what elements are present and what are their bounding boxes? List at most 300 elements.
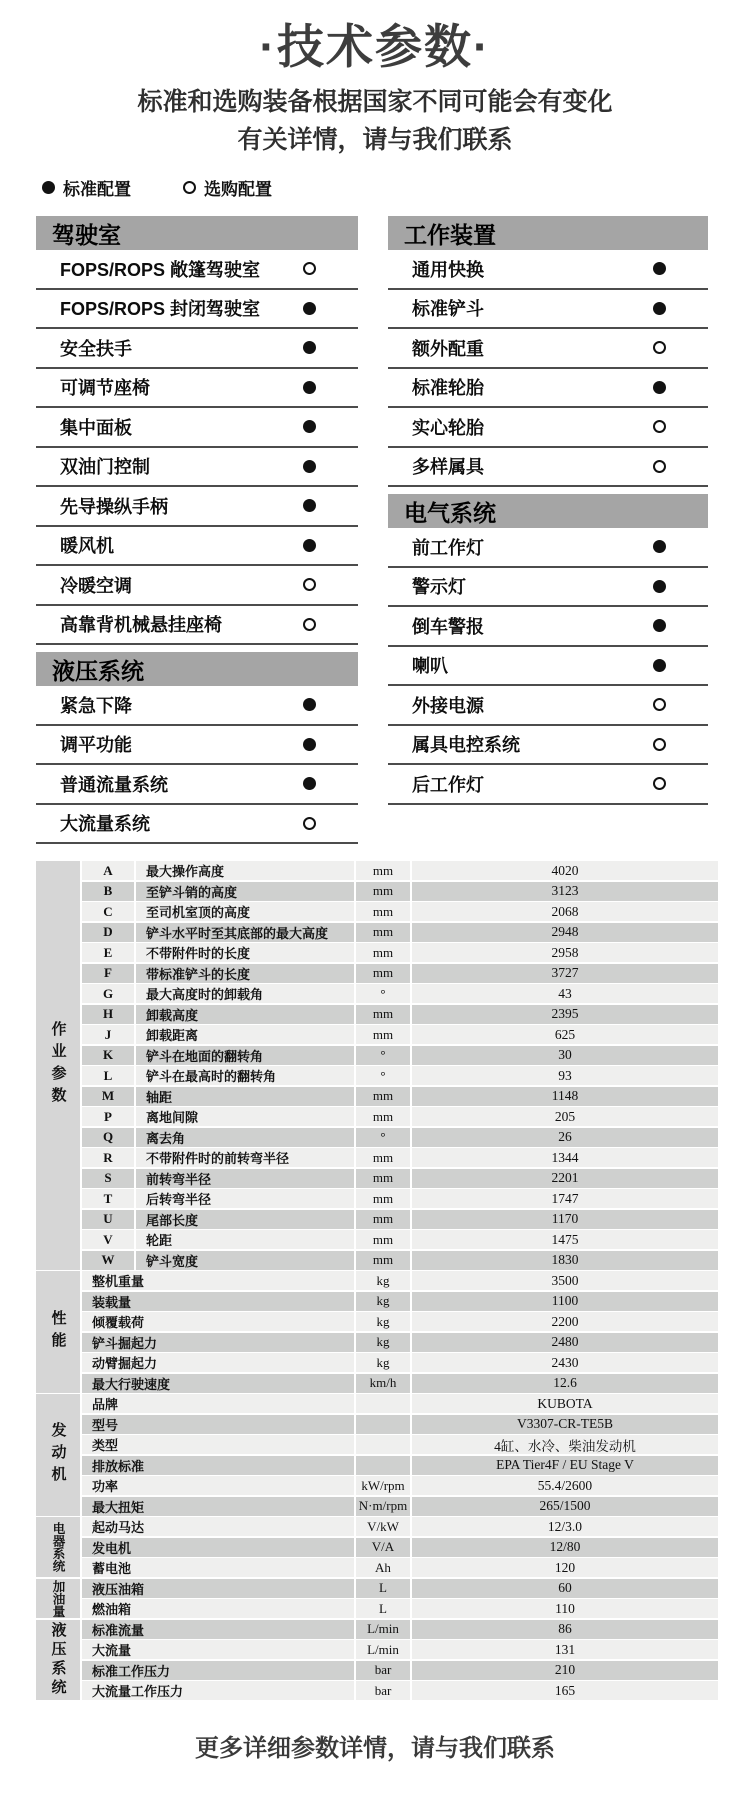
spec-label: 整机重量 xyxy=(82,1271,354,1290)
optional-config-dot-icon xyxy=(653,420,666,433)
spec-value: 30 xyxy=(412,1046,718,1065)
optional-config-dot-icon xyxy=(653,341,666,354)
spec-unit: N·m/rpm xyxy=(356,1497,410,1516)
spec-value: 3500 xyxy=(412,1271,718,1290)
spec-value: 12.6 xyxy=(412,1374,718,1393)
spec-unit: kW/rpm xyxy=(356,1476,410,1495)
spec-table-row xyxy=(82,1661,718,1680)
spec-unit: V/A xyxy=(356,1538,410,1557)
spec-table-group xyxy=(36,1394,718,1516)
spec-label: 大流量工作压力 xyxy=(82,1681,354,1700)
equipment-item-label: 属具电控系统 xyxy=(412,735,520,756)
spec-key: P xyxy=(82,1107,134,1126)
spec-table-row xyxy=(82,1538,718,1557)
spec-label: 标准流量 xyxy=(82,1620,354,1639)
spec-unit: L xyxy=(356,1599,410,1618)
spec-label: 起动马达 xyxy=(82,1517,354,1536)
standard-config-dot-icon xyxy=(303,341,316,354)
spec-unit: kg xyxy=(356,1271,410,1290)
spec-label: 轮距 xyxy=(136,1230,354,1249)
spec-group-label: 电器系统 xyxy=(51,1522,65,1573)
spec-value: EPA Tier4F / EU Stage V xyxy=(412,1456,718,1475)
spec-label: 装载量 xyxy=(82,1292,354,1311)
equipment-item-label: 警示灯 xyxy=(412,577,466,598)
spec-key: C xyxy=(82,902,134,921)
equipment-item-label: 标准轮胎 xyxy=(412,378,484,399)
spec-label: 大流量 xyxy=(82,1640,354,1659)
standard-config-dot-icon xyxy=(303,460,316,473)
spec-key: J xyxy=(82,1025,134,1044)
spec-unit xyxy=(356,1435,410,1454)
equipment-columns xyxy=(36,216,750,851)
spec-label: 后转弯半径 xyxy=(136,1189,354,1208)
spec-unit: kg xyxy=(356,1312,410,1331)
spec-unit: bar xyxy=(356,1681,410,1700)
equipment-item-label: 通用快换 xyxy=(412,259,484,280)
spec-table-row xyxy=(82,1046,718,1065)
spec-label: 铲斗在最高时的翻转角 xyxy=(136,1066,354,1085)
spec-value: 165 xyxy=(412,1681,718,1700)
equipment-item-label: 喇叭 xyxy=(412,656,448,677)
spec-unit xyxy=(356,1394,410,1413)
spec-label: 燃油箱 xyxy=(82,1599,354,1618)
equipment-item-label: 集中面板 xyxy=(60,417,132,438)
spec-value: 60 xyxy=(412,1579,718,1598)
spec-key: K xyxy=(82,1046,134,1065)
equipment-item xyxy=(36,805,358,845)
equipment-item xyxy=(388,568,708,608)
spec-group-label: 液压系统 xyxy=(49,1621,66,1698)
spec-label: 功率 xyxy=(82,1476,354,1495)
spec-group-rows xyxy=(82,1394,718,1516)
standard-config-dot-icon xyxy=(653,659,666,672)
equipment-item xyxy=(36,527,358,567)
spec-value: 4020 xyxy=(412,861,718,880)
spec-table-row xyxy=(82,1210,718,1229)
spec-group-rows xyxy=(82,1271,718,1393)
spec-table-row xyxy=(82,1087,718,1106)
legend-optional xyxy=(183,175,272,200)
spec-label: 液压油箱 xyxy=(82,1579,354,1598)
spec-table-row xyxy=(82,943,718,962)
equipment-item-label: 调平功能 xyxy=(60,735,132,756)
spec-label: 离去角 xyxy=(136,1128,354,1147)
equipment-left-column xyxy=(36,216,358,851)
equipment-item-label: 先导操纵手柄 xyxy=(60,496,168,517)
spec-unit: mm xyxy=(356,1169,410,1188)
equipment-item-label: 额外配重 xyxy=(412,338,484,359)
spec-key: S xyxy=(82,1169,134,1188)
equipment-item xyxy=(388,290,708,330)
spec-group-rows xyxy=(82,861,718,1270)
equipment-item-label: 实心轮胎 xyxy=(412,417,484,438)
equipment-item xyxy=(388,408,708,448)
standard-config-dot-icon xyxy=(303,777,316,790)
spec-group-rows xyxy=(82,1620,718,1701)
spec-unit: mm xyxy=(356,902,410,921)
standard-config-dot-icon xyxy=(653,262,666,275)
standard-config-dot-icon xyxy=(303,698,316,711)
spec-table-row xyxy=(82,1517,718,1536)
spec-key: F xyxy=(82,964,134,983)
spec-table-row xyxy=(82,1640,718,1659)
spec-key: W xyxy=(82,1251,134,1270)
spec-key: D xyxy=(82,923,134,942)
equipment-item-label: 标准铲斗 xyxy=(412,299,484,320)
optional-config-dot-icon xyxy=(303,618,316,631)
spec-unit: V/kW xyxy=(356,1517,410,1536)
spec-value: 2068 xyxy=(412,902,718,921)
equipment-item xyxy=(388,726,708,766)
standard-config-dot-icon xyxy=(303,420,316,433)
spec-table-row xyxy=(82,984,718,1003)
spec-table-row xyxy=(82,1681,718,1700)
spec-label: 不带附件时的前转弯半径 xyxy=(136,1148,354,1167)
equipment-item xyxy=(36,487,358,527)
spec-table-row xyxy=(82,1599,718,1618)
spec-unit: mm xyxy=(356,1025,410,1044)
spec-group-label: 发动机 xyxy=(49,1421,66,1488)
equipment-item-label: FOPS/ROPS 封闭驾驶室 xyxy=(60,299,261,320)
spec-value: 2201 xyxy=(412,1169,718,1188)
spec-value: 120 xyxy=(412,1558,718,1577)
spec-value: 93 xyxy=(412,1066,718,1085)
equipment-item-label: 安全扶手 xyxy=(60,338,132,359)
spec-value: 4缸、水冷、柴油发动机 xyxy=(412,1435,718,1454)
spec-label: 前转弯半径 xyxy=(136,1169,354,1188)
equipment-item xyxy=(36,566,358,606)
spec-table-row xyxy=(82,1005,718,1024)
spec-label: 最大操作高度 xyxy=(136,861,354,880)
spec-key: M xyxy=(82,1087,134,1106)
spec-key: G xyxy=(82,984,134,1003)
spec-key: Q xyxy=(82,1128,134,1147)
spec-unit: mm xyxy=(356,1107,410,1126)
spec-label: 类型 xyxy=(82,1435,354,1454)
spec-value: 2395 xyxy=(412,1005,718,1024)
spec-table-row xyxy=(82,1107,718,1126)
equipment-item-label: 外接电源 xyxy=(412,695,484,716)
spec-label: 最大行驶速度 xyxy=(82,1374,354,1393)
spec-group-label-cell xyxy=(36,1517,80,1577)
spec-unit: mm xyxy=(356,1230,410,1249)
spec-table-row xyxy=(82,1579,718,1598)
spec-group-rows xyxy=(82,1579,718,1619)
spec-table-row xyxy=(82,1476,718,1495)
spec-value: V3307-CR-TE5B xyxy=(412,1415,718,1434)
legend-optional-label: 选购配置 xyxy=(204,180,272,200)
spec-table-row xyxy=(82,1620,718,1639)
spec-key: U xyxy=(82,1210,134,1229)
spec-unit: mm xyxy=(356,1251,410,1270)
spec-value: 110 xyxy=(412,1599,718,1618)
spec-unit: L/min xyxy=(356,1640,410,1659)
spec-label: 至铲斗销的高度 xyxy=(136,882,354,901)
spec-value: 2200 xyxy=(412,1312,718,1331)
standard-config-dot-icon xyxy=(653,619,666,632)
spec-value: 86 xyxy=(412,1620,718,1639)
optional-config-dot-icon xyxy=(303,578,316,591)
spec-value: 2958 xyxy=(412,943,718,962)
spec-label: 蓄电池 xyxy=(82,1558,354,1577)
equipment-section xyxy=(36,216,358,645)
standard-config-dot-icon xyxy=(303,302,316,315)
config-legend xyxy=(42,175,750,200)
spec-table-row xyxy=(82,1292,718,1311)
spec-key: T xyxy=(82,1189,134,1208)
spec-unit: ° xyxy=(356,984,410,1003)
spec-label: 铲斗掘起力 xyxy=(82,1333,354,1352)
spec-table-group xyxy=(36,1271,718,1393)
equipment-item-label: 双油门控制 xyxy=(60,457,150,478)
spec-group-rows xyxy=(82,1517,718,1577)
page-title: ·技术参数· xyxy=(259,20,491,73)
spec-table-row xyxy=(82,1394,718,1413)
spec-unit: mm xyxy=(356,943,410,962)
spec-unit: mm xyxy=(356,1189,410,1208)
spec-label: 发电机 xyxy=(82,1538,354,1557)
spec-unit: mm xyxy=(356,1005,410,1024)
spec-value: 625 xyxy=(412,1025,718,1044)
equipment-item xyxy=(36,686,358,726)
standard-config-dot-icon xyxy=(653,540,666,553)
equipment-item-label: 高靠背机械悬挂座椅 xyxy=(60,615,222,636)
spec-label: 离地间隙 xyxy=(136,1107,354,1126)
spec-label: 卸载距离 xyxy=(136,1025,354,1044)
spec-unit: ° xyxy=(356,1066,410,1085)
spec-value: 1747 xyxy=(412,1189,718,1208)
spec-unit: mm xyxy=(356,1148,410,1167)
spec-table-row xyxy=(82,1333,718,1352)
spec-key: B xyxy=(82,882,134,901)
spec-label: 轴距 xyxy=(136,1087,354,1106)
standard-config-dot-icon xyxy=(303,381,316,394)
spec-unit: mm xyxy=(356,1210,410,1229)
spec-label: 倾覆载荷 xyxy=(82,1312,354,1331)
spec-table-group xyxy=(36,1620,718,1701)
optional-config-dot-icon xyxy=(653,738,666,751)
spec-table-row xyxy=(82,1148,718,1167)
spec-unit: mm xyxy=(356,861,410,880)
spec-table-group xyxy=(36,1517,718,1577)
spec-value: 265/1500 xyxy=(412,1497,718,1516)
spec-value: 2948 xyxy=(412,923,718,942)
spec-table-row xyxy=(82,1312,718,1331)
spec-table-row xyxy=(82,1374,718,1393)
equipment-item-label: 可调节座椅 xyxy=(60,378,150,399)
spec-table-row xyxy=(82,1025,718,1044)
equipment-item xyxy=(36,606,358,646)
spec-label: 动臂掘起力 xyxy=(82,1353,354,1372)
equipment-item xyxy=(388,329,708,369)
spec-unit: ° xyxy=(356,1128,410,1147)
spec-value: 2480 xyxy=(412,1333,718,1352)
equipment-item-label: 多样属具 xyxy=(412,457,484,478)
spec-table-row xyxy=(82,1558,718,1577)
spec-table-row xyxy=(82,923,718,942)
spec-unit: ° xyxy=(356,1046,410,1065)
spec-value: 1170 xyxy=(412,1210,718,1229)
spec-value: 1830 xyxy=(412,1251,718,1270)
standard-config-dot-icon xyxy=(303,738,316,751)
spec-table-row xyxy=(82,1128,718,1147)
spec-group-label: 性能 xyxy=(49,1309,66,1354)
spec-value: 12/80 xyxy=(412,1538,718,1557)
spec-value: 3727 xyxy=(412,964,718,983)
equipment-item xyxy=(388,528,708,568)
equipment-item xyxy=(388,647,708,687)
equipment-section-header: 工作装置 xyxy=(388,216,708,250)
spec-key: H xyxy=(82,1005,134,1024)
equipment-item-label: 冷暖空调 xyxy=(60,575,132,596)
spec-unit: mm xyxy=(356,923,410,942)
equipment-section-header: 电气系统 xyxy=(388,494,708,528)
spec-value: 2430 xyxy=(412,1353,718,1372)
spec-label: 型号 xyxy=(82,1415,354,1434)
equipment-item xyxy=(36,765,358,805)
spec-label: 最大高度时的卸载角 xyxy=(136,984,354,1003)
equipment-section-header: 驾驶室 xyxy=(36,216,358,250)
spec-group-label: 加油量 xyxy=(51,1579,65,1618)
spec-table-row xyxy=(82,964,718,983)
optional-config-dot-icon xyxy=(303,817,316,830)
equipment-item xyxy=(388,686,708,726)
spec-value: 3123 xyxy=(412,882,718,901)
equipment-item-label: 后工作灯 xyxy=(412,774,484,795)
spec-unit: km/h xyxy=(356,1374,410,1393)
spec-value: 1475 xyxy=(412,1230,718,1249)
equipment-section-header: 液压系统 xyxy=(36,652,358,686)
spec-table-row xyxy=(82,861,718,880)
spec-label: 卸载高度 xyxy=(136,1005,354,1024)
spec-table-row xyxy=(82,1169,718,1188)
equipment-item-label: 大流量系统 xyxy=(60,814,150,835)
optional-config-dot-icon xyxy=(653,777,666,790)
equipment-item xyxy=(36,250,358,290)
spec-key: E xyxy=(82,943,134,962)
standard-config-dot-icon xyxy=(42,181,55,194)
spec-value: 210 xyxy=(412,1661,718,1680)
equipment-item xyxy=(36,290,358,330)
spec-value: 55.4/2600 xyxy=(412,1476,718,1495)
equipment-item xyxy=(36,369,358,409)
spec-label: 铲斗宽度 xyxy=(136,1251,354,1270)
spec-unit: Ah xyxy=(356,1558,410,1577)
spec-table-row xyxy=(82,1230,718,1249)
standard-config-dot-icon xyxy=(653,302,666,315)
spec-label: 标准工作压力 xyxy=(82,1661,354,1680)
legend-standard xyxy=(42,175,131,200)
optional-config-dot-icon xyxy=(653,698,666,711)
spec-unit: mm xyxy=(356,1087,410,1106)
spec-unit: L xyxy=(356,1579,410,1598)
equipment-item xyxy=(36,726,358,766)
spec-label: 品牌 xyxy=(82,1394,354,1413)
standard-config-dot-icon xyxy=(303,539,316,552)
subtitle-line-1: 标准和选购装备根据国家不同可能会有变化 xyxy=(137,88,613,117)
equipment-item xyxy=(36,329,358,369)
spec-unit: kg xyxy=(356,1292,410,1311)
spec-table-row xyxy=(82,1189,718,1208)
spec-label: 不带附件时的长度 xyxy=(136,943,354,962)
equipment-item xyxy=(36,408,358,448)
spec-table-row xyxy=(82,902,718,921)
spec-value: 131 xyxy=(412,1640,718,1659)
spec-unit: L/min xyxy=(356,1620,410,1639)
spec-value: 12/3.0 xyxy=(412,1517,718,1536)
spec-value: KUBOTA xyxy=(412,1394,718,1413)
equipment-right-column xyxy=(388,216,708,851)
spec-label: 铲斗水平时至其底部的最大高度 xyxy=(136,923,354,942)
spec-table-group xyxy=(36,861,718,1270)
spec-group-label-cell xyxy=(36,1394,80,1516)
spec-table-row xyxy=(82,1066,718,1085)
equipment-section xyxy=(388,494,708,805)
equipment-item-label: 暖风机 xyxy=(60,536,114,557)
spec-table-row xyxy=(82,1456,718,1475)
spec-value: 1344 xyxy=(412,1148,718,1167)
legend-standard-label: 标准配置 xyxy=(63,180,131,200)
spec-table xyxy=(36,861,718,1700)
optional-config-dot-icon xyxy=(303,262,316,275)
spec-unit: mm xyxy=(356,882,410,901)
equipment-item xyxy=(388,765,708,805)
spec-table-row xyxy=(82,1251,718,1270)
equipment-item-label: 普通流量系统 xyxy=(60,774,168,795)
spec-table-group xyxy=(36,1579,718,1619)
spec-value: 1100 xyxy=(412,1292,718,1311)
equipment-item-label: FOPS/ROPS 敞篷驾驶室 xyxy=(60,259,261,280)
spec-value: 43 xyxy=(412,984,718,1003)
equipment-item-label: 倒车警报 xyxy=(412,616,484,637)
spec-value: 205 xyxy=(412,1107,718,1126)
spec-table-row xyxy=(82,1497,718,1516)
spec-label: 最大扭矩 xyxy=(82,1497,354,1516)
spec-table-row xyxy=(82,882,718,901)
equipment-section xyxy=(36,652,358,844)
spec-unit: bar xyxy=(356,1661,410,1680)
standard-config-dot-icon xyxy=(653,580,666,593)
optional-config-dot-icon xyxy=(183,181,196,194)
spec-label: 带标准铲斗的长度 xyxy=(136,964,354,983)
equipment-item xyxy=(36,448,358,488)
spec-group-label-cell xyxy=(36,1271,80,1393)
spec-value: 26 xyxy=(412,1128,718,1147)
equipment-item xyxy=(388,448,708,488)
spec-key: A xyxy=(82,861,134,880)
standard-config-dot-icon xyxy=(653,381,666,394)
spec-key: R xyxy=(82,1148,134,1167)
spec-label: 尾部长度 xyxy=(136,1210,354,1229)
spec-unit: kg xyxy=(356,1353,410,1372)
equipment-item xyxy=(388,607,708,647)
optional-config-dot-icon xyxy=(653,460,666,473)
spec-group-label-cell xyxy=(36,1579,80,1619)
standard-config-dot-icon xyxy=(303,499,316,512)
spec-table-row xyxy=(82,1415,718,1434)
equipment-item xyxy=(388,250,708,290)
spec-key: L xyxy=(82,1066,134,1085)
spec-group-label: 作业参数 xyxy=(49,1021,66,1110)
spec-unit xyxy=(356,1456,410,1475)
spec-key: V xyxy=(82,1230,134,1249)
spec-unit: kg xyxy=(356,1333,410,1352)
spec-label: 至司机室顶的高度 xyxy=(136,902,354,921)
equipment-item-label: 紧急下降 xyxy=(60,695,132,716)
spec-group-label-cell xyxy=(36,1620,80,1701)
spec-table-row xyxy=(82,1271,718,1290)
spec-group-label-cell xyxy=(36,861,80,1270)
